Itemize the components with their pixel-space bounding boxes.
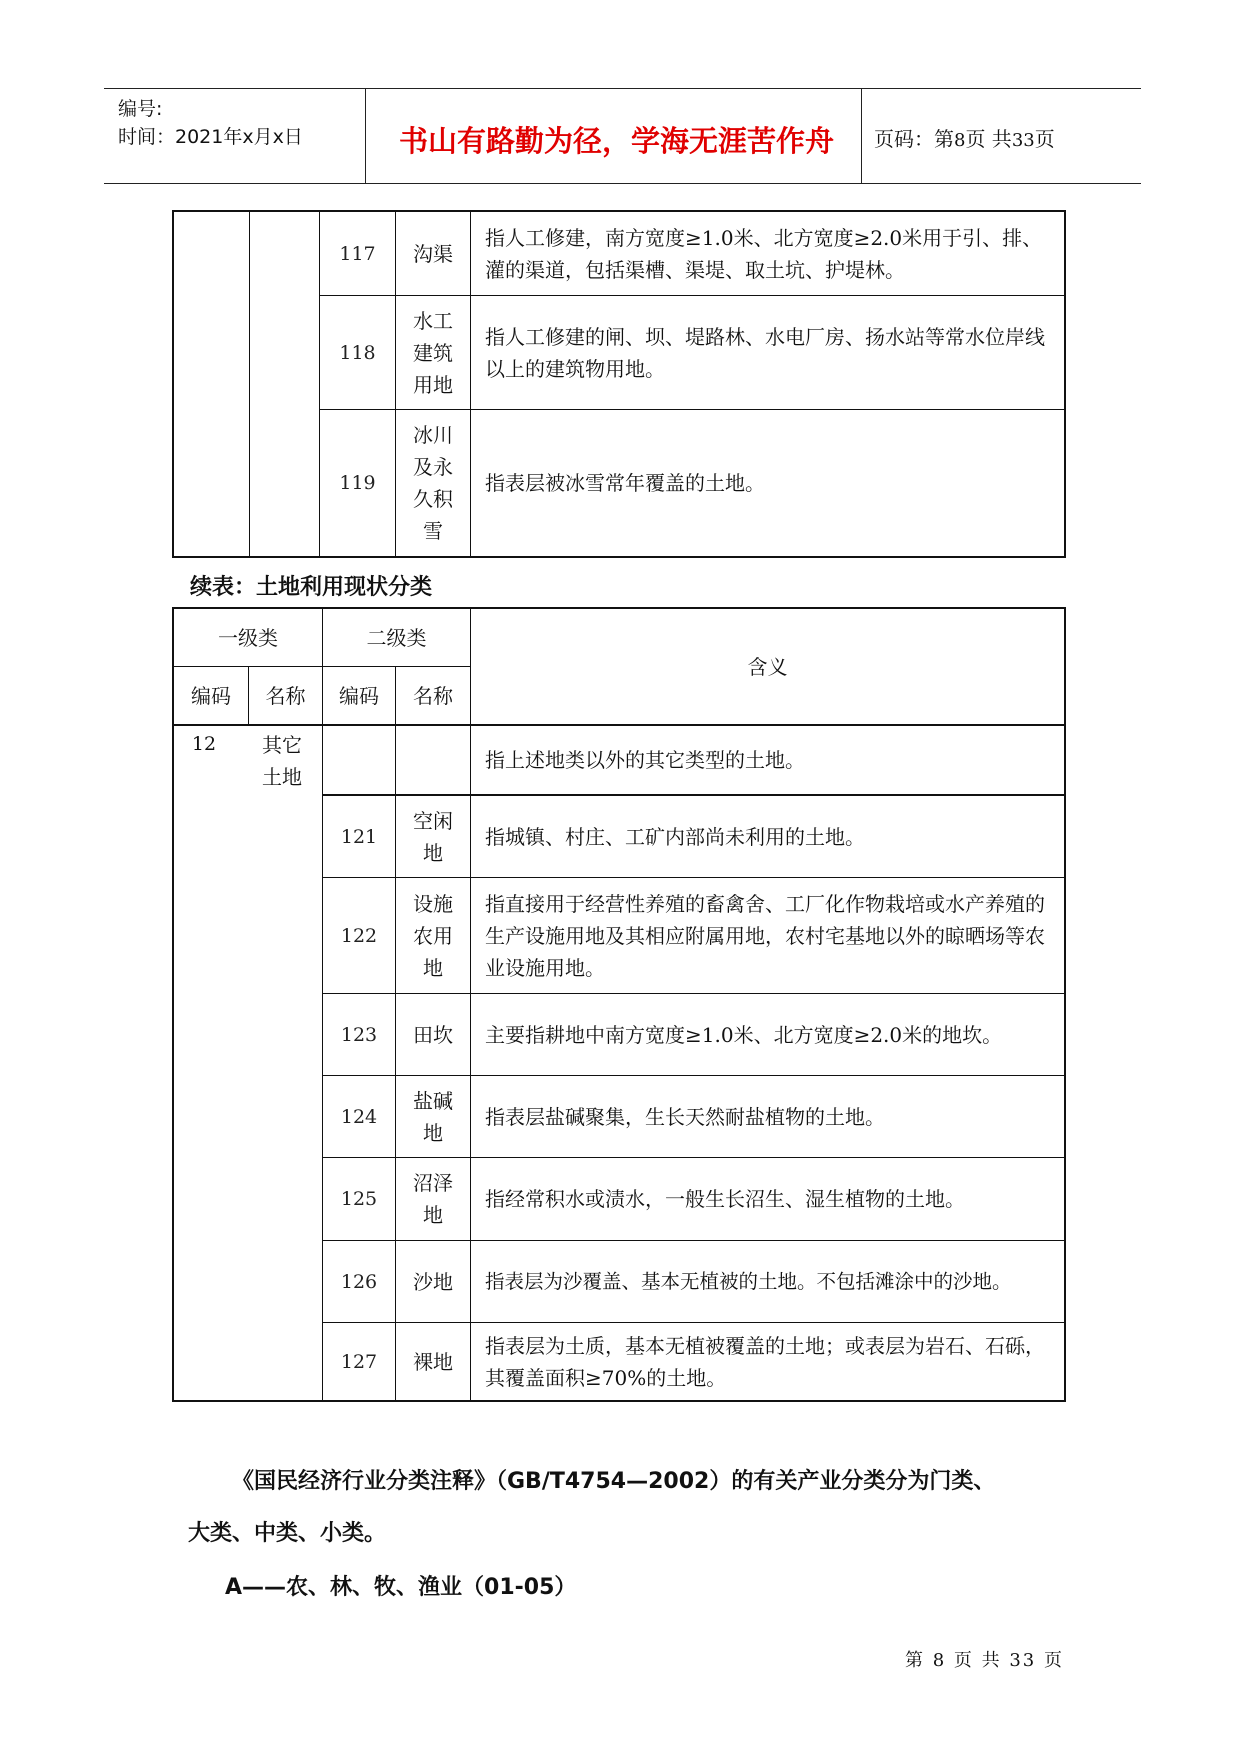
paragraph-line: 《国民经济行业分类注释》（GB/T4754—2002）的有关产业分类分为门类、 — [232, 1469, 996, 1494]
header-page-counter: 页码：第8页 共33页 — [874, 127, 1055, 151]
land-use-table — [172, 607, 1066, 1402]
header-level1: 一级类 — [218, 625, 278, 650]
table-cell-code: 124 — [340, 1105, 378, 1128]
table-cell-code: 123 — [340, 1023, 378, 1046]
header-meta — [118, 95, 303, 151]
table-cell-code: 119 — [339, 472, 376, 494]
table-cell-code: 121 — [340, 825, 378, 848]
level1-code: 12 — [191, 733, 217, 755]
table-cell-desc: 指直接用于经营性养殖的畜禽舍、工厂化作物栽培或水产养殖的生产设施用地及其相应附属用地，农村宅基地以外的晾晒场等农业设施用地。 — [485, 891, 1045, 980]
table-cell-desc: 指表层盐碱聚集，生长天然耐盐植物的土地。 — [485, 1104, 885, 1129]
header-code: 编码 — [191, 683, 231, 708]
land-use-table-top — [172, 210, 1066, 558]
table-cell-name: 盐碱地 — [413, 1088, 453, 1145]
header-meaning: 含义 — [747, 654, 788, 679]
level1-desc: 指上述地类以外的其它类型的土地。 — [485, 748, 805, 772]
header-level2: 二级类 — [366, 625, 427, 650]
table-cell-desc: 指经常积水或渍水，一般生长沼生、湿生植物的土地。 — [485, 1187, 965, 1211]
header-code2: 编码 — [339, 683, 379, 708]
table-caption: 续表：土地利用现状分类 — [190, 575, 433, 600]
table-cell-code: 117 — [339, 242, 376, 265]
table-cell-desc: 主要指耕地中南方宽度≥1.0米、北方宽度≥2.0米的地坎。 — [485, 1022, 1003, 1047]
table-cell-code: 122 — [340, 924, 378, 947]
table-cell-name: 沼泽地 — [413, 1171, 453, 1227]
table-cell-name: 冰川及永久积雪 — [413, 423, 453, 543]
table-cell-name: 水工建筑用地 — [413, 308, 453, 397]
table-cell-desc: 指城镇、村庄、工矿内部尚未利用的土地。 — [485, 824, 865, 849]
table-cell-name: 田坎 — [413, 1022, 453, 1047]
header-motto: 书山有路勤为径，学海无涯苦作舟 — [398, 124, 834, 158]
header-name2: 名称 — [413, 683, 453, 708]
table-cell-desc: 指人工修建的闸、坝、堤路林、水电厂房、扬水站等常水位岸线以上的建筑物用地。 — [485, 324, 1045, 381]
table-cell-name: 沟渠 — [413, 241, 453, 266]
table-cell-code: 125 — [340, 1188, 378, 1210]
header-name: 名称 — [265, 683, 306, 708]
table-cell-code: 118 — [339, 341, 376, 364]
table-cell-desc: 指人工修建，南方宽度≥1.0米、北方宽度≥2.0米用于引、排、灌的渠道，包括渠槽、渠堤、取土坑、护堤林。 — [485, 225, 1043, 282]
level1-name: 其它土地 — [262, 733, 302, 789]
table-cell-desc: 指表层为沙覆盖、基本无植被的土地。不包括滩涂中的沙地。 — [485, 1269, 1012, 1293]
section-heading: A——农、林、牧、渔业（01-05） — [225, 1575, 577, 1600]
table-cell-name: 空闲地 — [413, 808, 453, 865]
table-cell-name: 沙地 — [413, 1269, 453, 1294]
table-cell-desc: 指表层被冰雪常年覆盖的土地。 — [485, 471, 765, 495]
table-cell-desc: 指表层为土质，基本无植被覆盖的土地；或表层为岩石、石砾，其覆盖面积≥70%的土地。 — [485, 1333, 1045, 1390]
header-divider — [365, 89, 366, 183]
table-cell-name: 设施农用地 — [413, 891, 453, 980]
table-cell-code: 127 — [340, 1350, 378, 1373]
time-label: 时间：2021年x月x日 — [118, 126, 303, 148]
table-cell-code: 126 — [340, 1270, 378, 1293]
serial-label: 编号: — [118, 98, 163, 120]
page-footer: 第 8 页 共 33 页 — [905, 1650, 1064, 1671]
table-cell-name: 裸地 — [413, 1349, 453, 1374]
page-header — [104, 88, 1141, 184]
paragraph-line: 大类、中类、小类。 — [188, 1521, 387, 1546]
